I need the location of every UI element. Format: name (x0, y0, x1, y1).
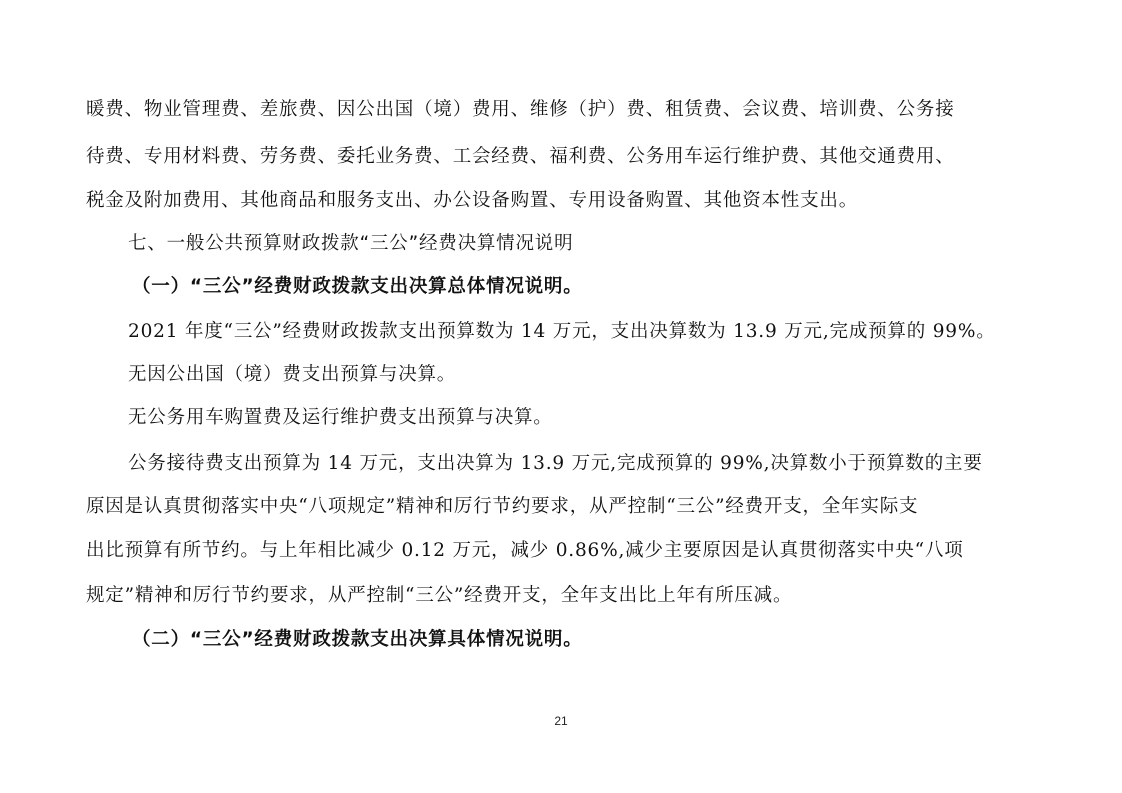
reception-line-3: 出比预算有所节约。与上年相比减少 0.12 万元，减少 0.86%,减少主要原因是认真贯彻落实中央“八项 (86, 540, 964, 561)
reception-line-4: 规定”精神和厉行节约要求，从严控制“三公”经费开支，全年支出比上年有所压减。 (86, 585, 793, 606)
subsection-2-heading: （二）“三公”经费财政拨款支出决算具体情况说明。 (132, 629, 583, 650)
vehicle-expense-paragraph: 无公务用车购置费及运行维护费支出预算与决算。 (128, 407, 553, 428)
reception-line-1: 公务接待费支出预算为 14 万元，支出决算为 13.9 万元,完成预算的 99%,决算数小于预算数的主要 (128, 453, 983, 474)
subsection-1-heading: （一）“三公”经费财政拨款支出决算总体情况说明。 (132, 276, 583, 297)
total-summary-paragraph: 2021 年度“三公”经费财政拨款支出预算数为 14 万元，支出决算数为 13.9 万元,完成预算的 99%。 (128, 321, 996, 342)
section-7-heading: 七、一般公共预算财政拨款“三公”经费决算情况说明 (128, 233, 574, 254)
intro-line-1: 暖费、物业管理费、差旅费、因公出国（境）费用、维修（护）费、租赁费、会议费、培训费、公务接 (86, 99, 955, 120)
page-number: 21 (554, 714, 568, 728)
intro-line-3: 税金及附加费用、其他商品和服务支出、办公设备购置、专用设备购置、其他资本性支出。 (86, 190, 859, 211)
abroad-expense-paragraph: 无因公出国（境）费支出预算与决算。 (128, 364, 457, 385)
intro-line-2: 待费、专用材料费、劳务费、委托业务费、工会经费、福利费、公务用车运行维护费、其他交通费用、 (86, 146, 955, 167)
reception-line-2: 原因是认真贯彻落实中央“八项规定”精神和厉行节约要求，从严控制“三公”经费开支，全年实际支 (86, 496, 919, 517)
